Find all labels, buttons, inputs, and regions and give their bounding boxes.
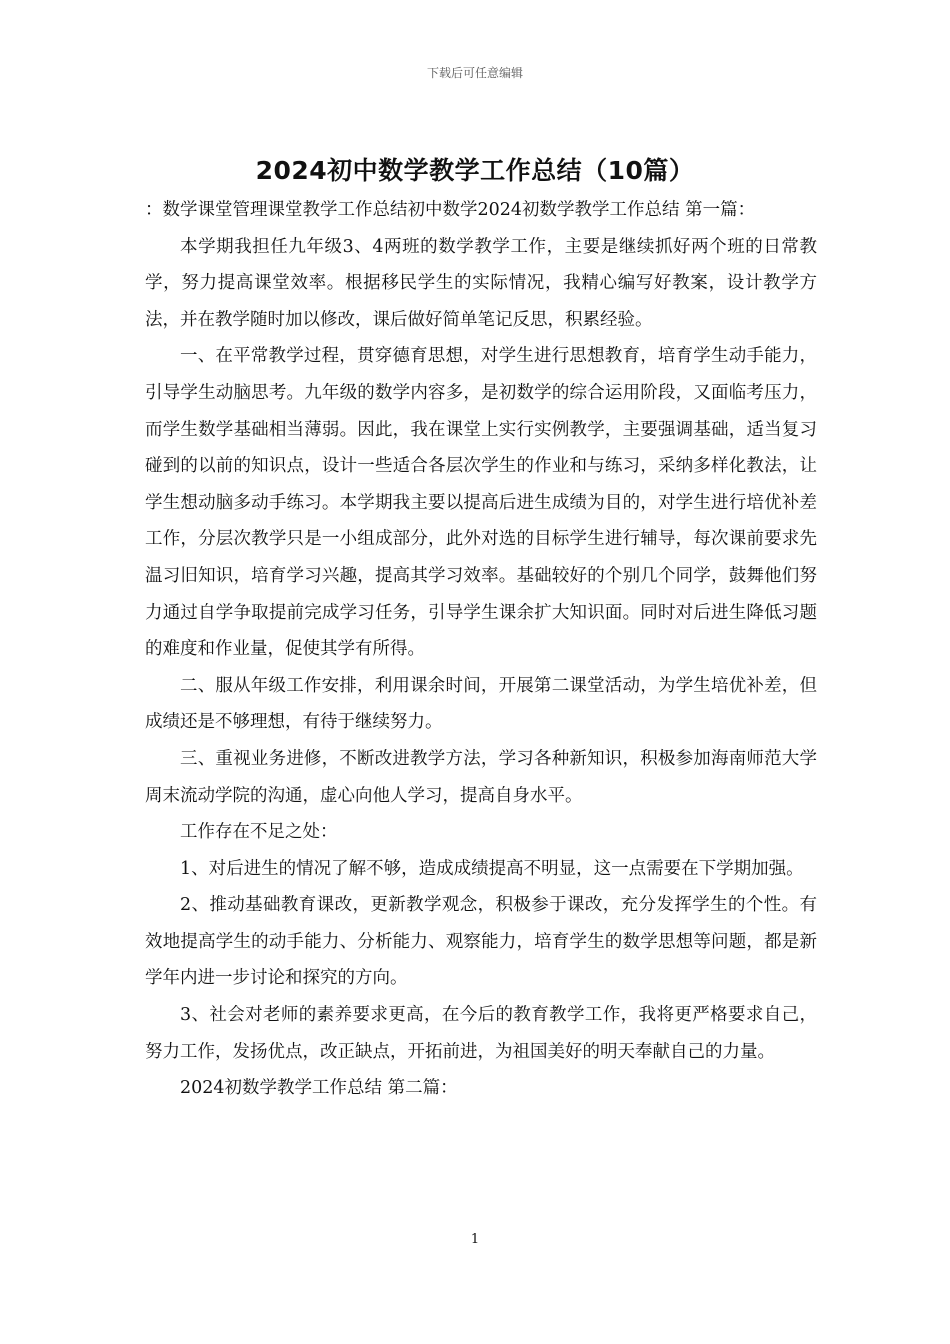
document-body (145, 192, 817, 1107)
paragraph-3: 二、服从年级工作安排，利用课余时间，开展第二课堂活动，为学生培优补差，但成绩还是不够理想，有待于继续努力。 (145, 675, 817, 733)
page-number: 1 (470, 1232, 480, 1247)
intro-line: ：数学课堂管理课堂教学工作总结初中数学2024初数学教学工作总结 第一篇： (145, 200, 756, 220)
header-note: 下载后可任意编辑 (426, 66, 523, 80)
paragraph-9: 2024初数学教学工作总结 第二篇： (180, 1078, 458, 1099)
paragraph-5: 工作存在不足之处： (180, 822, 338, 843)
paragraph-8: 3、社会对老师的素养要求更高，在今后的教育教学工作，我将更严格要求自己，努力工作，发扬优点，改正缺点，开拓前进，为祖国美好的明天奉献自己的力量。 (145, 1005, 817, 1062)
paragraph-7: 2、推动基础教育课改，更新教学观念，积极参于课改，充分发挥学生的个性。有效地提高学生的动手能力、分析能力、观察能力，培育学生的数学思想等问题，都是新学年内进一步讨论和探究的方向。 (145, 895, 817, 989)
paragraph-4: 三、重视业务进修，不断改进教学方法，学习各种新知识，积极参加海南师范大学周末流动学院的沟通，虚心向他人学习，提高自身水平。 (145, 748, 817, 806)
paragraph-6: 1、对后进生的情况了解不够，造成成绩提高不明显，这一点需要在下学期加强。 (180, 858, 804, 879)
document-title: 2024初中数学教学工作总结（10篇） (255, 156, 695, 185)
paragraph-2: 一、在平常教学过程，贯穿德育思想，对学生进行思想教育，培育学生动手能力，引导学生动脑思考。九年级的数学内容多，是初数学的综合运用阶段，又面临考压力，而学生数学基础相当薄弱。因此，我在课堂上实行实例教学，主要强调基础，适当复习碰到的以前的知识点，设计一些适合各层次学生的作业和与练习，采纳多样化教法，让学生想动脑多动手练习。本学期我主要以提高后进生成绩为目的，对学生进行培优补差工作，分层次教学只是一小组成部分，此外对选的目标学生进行辅导，每次课前要求先温习旧知识，培育学习兴趣，提高其学习效率。基础较好的个别几个同学，鼓舞他们努力通过自学争取提前完成学习任务，引导学生课余扩大知识面。同时对后进生降低习题的难度和作业量，促使其学有所得。 (145, 346, 817, 660)
paragraph-1: 本学期我担任九年级3、4两班的数学教学工作，主要是继续抓好两个班的日常教学，努力提高课堂效率。根据移民学生的实际情况，我精心编写好教案，设计教学方法，并在教学随时加以修改，课后做好简单笔记反思，积累经验。 (145, 236, 817, 330)
